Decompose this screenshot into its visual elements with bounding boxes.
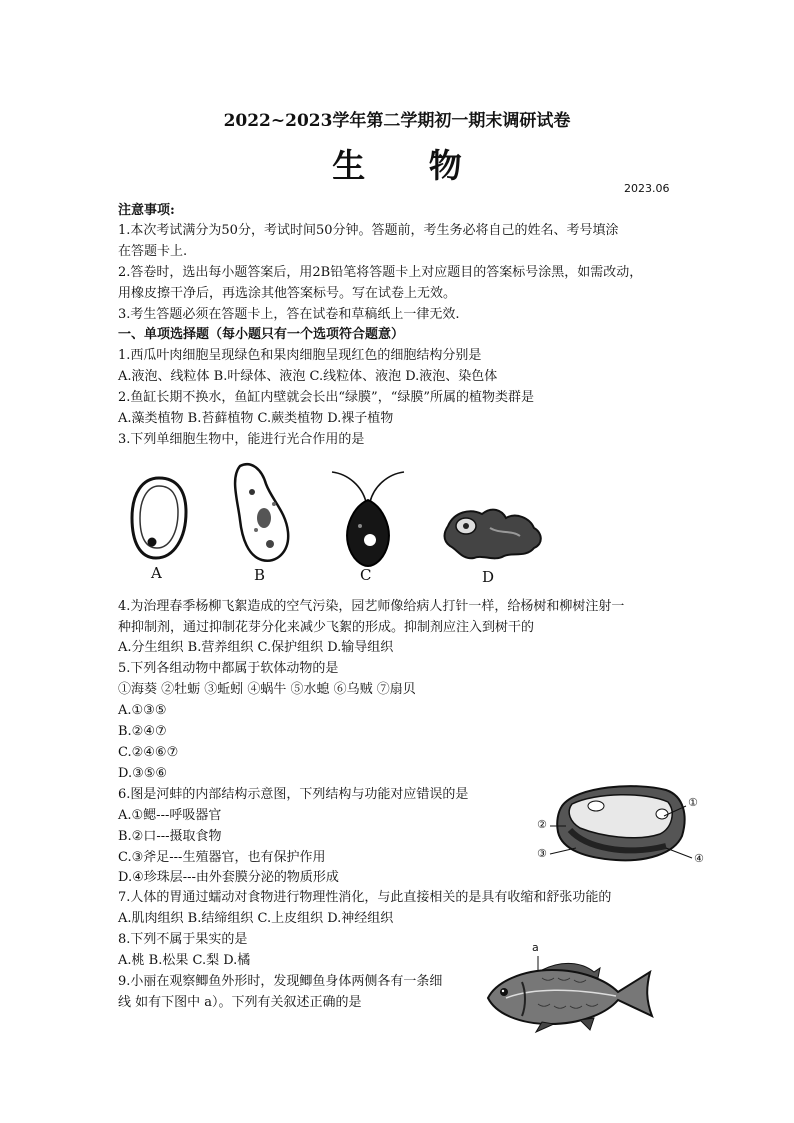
q9-figure-fish — [482, 948, 656, 1034]
q5-option-b: B.②④⑦ — [118, 724, 167, 739]
q5-option-c: C.②④⑥⑦ — [118, 745, 179, 760]
note-line-4: 用橡皮擦干净后，再选涂其他答案标号。写在试卷上无效。 — [118, 286, 457, 301]
q5-option-a: A.①③⑤ — [118, 703, 167, 718]
exam-date: 2023.06 — [624, 182, 670, 195]
q5-stem: 5.下列各组动物中都属于软体动物的是 — [118, 661, 339, 676]
q9-stem-2: 线 如有下图中 a）。下列有关叙述正确的是 — [118, 995, 362, 1010]
q6-option-b: B.②口---摄取食物 — [118, 829, 222, 844]
q6-callout-3: ③ — [537, 847, 547, 860]
q3-stem: 3.下列单细胞生物中，能进行光合作用的是 — [118, 432, 365, 447]
q6-figure-mussel — [536, 776, 708, 870]
q3-label-b: B — [254, 566, 266, 584]
q4-stem-2: 种抑制剂，通过抑制花芽分化来减少飞絮的形成。抑制剂应注入到树干的 — [118, 620, 535, 635]
q4-options: A.分生组织 B.营养组织 C.保护组织 D.输导组织 — [118, 640, 394, 655]
q1-options: A.液泡、线粒体 B.叶绿体、液泡 C.线粒体、液泡 D.液泡、染色体 — [118, 369, 498, 384]
subject-title: 生 物 — [332, 146, 488, 185]
q1-stem: 1.西瓜叶肉细胞呈现绿色和果肉细胞呈现红色的细胞结构分别是 — [118, 348, 482, 363]
q3-figure-d-amoeba — [440, 500, 546, 564]
q7-options: A.肌肉组织 B.结缔组织 C.上皮组织 D.神经组织 — [118, 911, 394, 926]
q9-figure-label-a: a — [532, 941, 539, 954]
q6-callout-2: ② — [537, 818, 547, 831]
q6-stem: 6.图是河蚌的内部结构示意图，下列结构与功能对应错误的是 — [118, 787, 469, 802]
exam-title: 2022~2023学年第二学期初一期末调研试卷 — [223, 111, 571, 131]
q6-callout-1: ① — [688, 796, 698, 809]
q3-figure-a-chlorella — [128, 472, 190, 564]
q3-label-a: A — [151, 564, 162, 582]
q9-stem-1: 9.小丽在观察鲫鱼外形时，发现鲫鱼身体两侧各有一条细 — [118, 974, 443, 989]
q6-option-c: C.③斧足---生殖器官，也有保护作用 — [118, 850, 326, 865]
q6-callout-4: ④ — [694, 852, 704, 865]
q5-animal-list: ①海葵 ②牡蛎 ③蚯蚓 ④蜗牛 ⑤水螅 ⑥乌贼 ⑦扇贝 — [118, 682, 416, 697]
q4-stem-1: 4.为治理春季杨柳飞絮造成的空气污染，园艺师像给病人打针一样，给杨树和柳树注射一 — [118, 599, 625, 614]
q8-stem: 8.下列不属于果实的是 — [118, 932, 248, 947]
q6-option-a: A.①鳃---呼吸器官 — [118, 808, 222, 823]
q3-label-c: C — [360, 566, 372, 584]
q3-figure-c-chlamydomonas — [326, 466, 410, 570]
note-line-5: 3.考生答题必须在答题卡上，答在试卷和草稿纸上一律无效. — [118, 307, 460, 322]
note-line-1: 1.本次考试满分为50分，考试时间50分钟。答题前，考生务必将自己的姓名、考号填涂 — [118, 223, 619, 238]
notes-heading: 注意事项: — [118, 203, 175, 218]
q2-options: A.藻类植物 B.苔藓植物 C.蕨类植物 D.裸子植物 — [118, 411, 394, 426]
note-line-3: 2.答卷时，选出每小题答案后，用2B铅笔将答题卡上对应题目的答案标号涂黑，如需改动， — [118, 265, 643, 280]
q3-label-d: D — [482, 568, 495, 586]
q3-figure-b-paramecium — [226, 460, 298, 568]
q5-option-d: D.③⑤⑥ — [118, 766, 168, 781]
section-heading: 一、单项选择题（每小题只有一个选项符合题意） — [118, 327, 405, 342]
note-line-2: 在答题卡上. — [118, 244, 188, 259]
q6-option-d: D.④珍珠层---由外套膜分泌的物质形成 — [118, 870, 339, 885]
q2-stem: 2.鱼缸长期不换水，鱼缸内壁就会长出“绿膜”，“绿膜”所属的植物类群是 — [118, 390, 534, 405]
q7-stem: 7.人体的胃通过蠕动对食物进行物理性消化，与此直接相关的是具有收缩和舒张功能的 — [118, 890, 612, 905]
q8-options: A.桃 B.松果 C.梨 D.橘 — [118, 953, 251, 968]
